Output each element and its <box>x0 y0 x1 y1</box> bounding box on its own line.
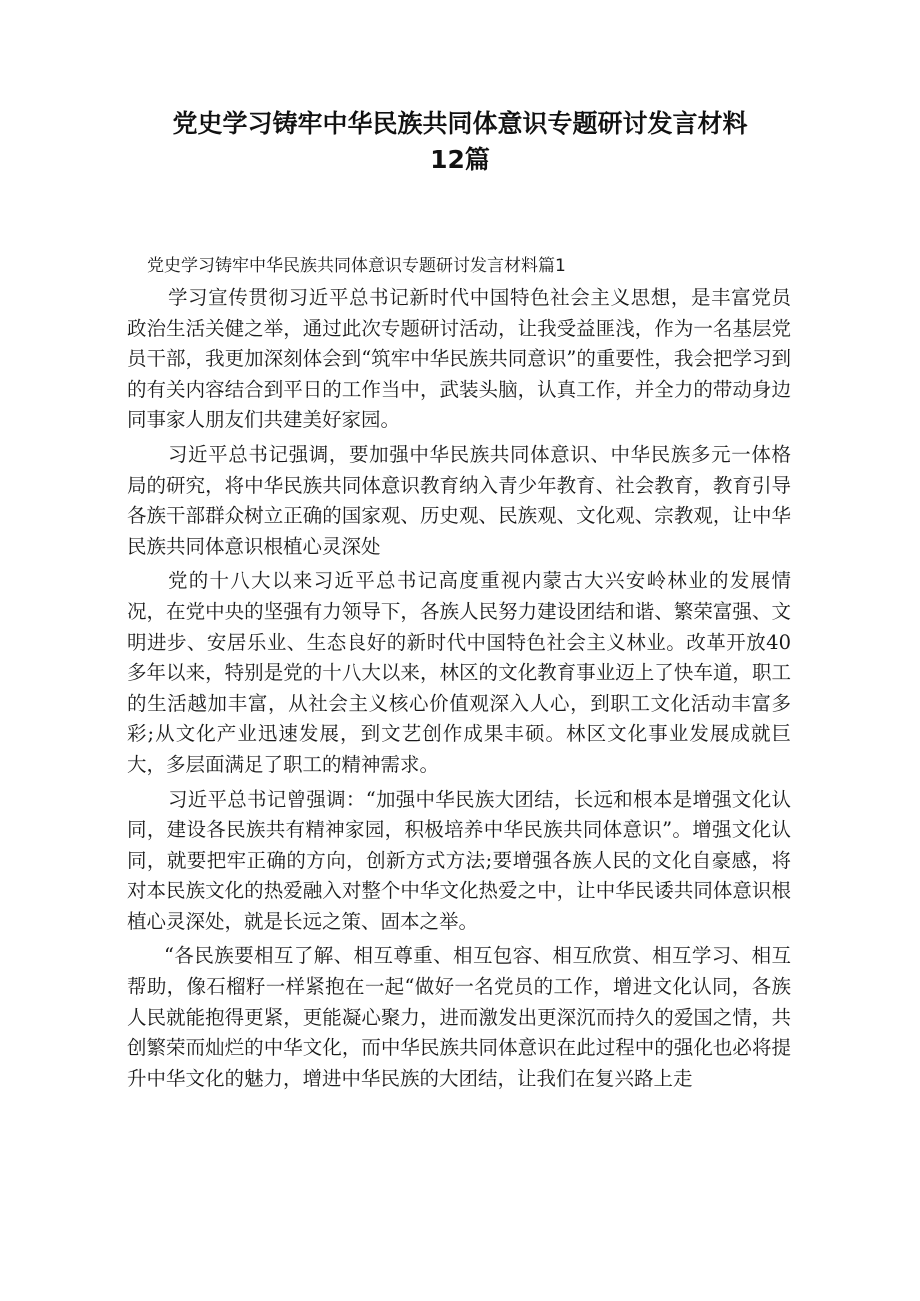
document-title-line-2: 12篇 <box>430 145 490 174</box>
section-heading: 党史学习铸牢中华民族共同体意识专题研讨发言材料篇1 <box>147 256 566 276</box>
body-paragraph-3: 党的十八大以来习近平总书记高度重视内蒙古大兴安岭林业的发展情况，在党中央的坚强有力领导下，各族人民努力建设团结和谐、繁荣富强、文明进步、安居乐业、生态良好的新时代中国特色社会主义林业。改革开放40多年以来，特别是党的十八大以来，林区的文化教育事业迈上了快车道，职工的生活越加丰富，从社会主义核心价值观深入人心，到职工文化活动丰富多彩;从文化产业迅速发展，到文艺创作成果丰硕。林区文化事业发展成就巨大，多层面满足了职工的精神需求。 <box>127 569 791 776</box>
document-body <box>127 283 791 1098</box>
body-paragraph-5: “各民族要相互了解、相互尊重、相互包容、相互欣赏、相互学习、相互帮助，像石榴籽一样紧抱在一起“做好一名党员的工作，增进文化认同，各族人民就能抱得更紧，更能凝心聚力，进而激发出更深沉而持久的爱国之情，共创繁荣而灿烂的中华文化，而中华民族共同体意识在此过程中的强化也必将提升中华文化的魅力，增进中华民族的大团结，让我们在复兴路上走 <box>127 944 791 1090</box>
body-paragraph-1: 学习宣传贯彻习近平总书记新时代中国特色社会主义思想，是丰富党员政治生活关健之举，通过此次专题研讨活动，让我受益匪浅，作为一名基层党员干部，我更加深刻体会到“筑牢中华民族共同意识”的重要性，我会把学习到的有关内容结合到平日的工作当中，武装头脑，认真工作，并全力的带动身边同事家人朋友们共建美好家园。 <box>127 286 791 432</box>
document-title-line-1: 党史学习铸牢中华民族共同体意识专题研讨发言材料 <box>172 109 748 138</box>
body-paragraph-4: 习近平总书记曾强调：“加强中华民族大团结，长远和根本是增强文化认同，建设各民族共有精神家园，积极培养中华民族共同体意识”。增强文化认同，就要把牢正确的方向，创新方式方法;要增强各族人民的文化自豪感，将对本民族文化的热爱融入对整个中华文化热爱之中，让中华民诿共同体意识根植心灵深处，就是长远之策、固本之举。 <box>127 787 791 933</box>
document-title <box>130 106 790 178</box>
body-paragraph-2: 习近平总书记强调，要加强中华民族共同体意识、中华民族多元一体格局的研究，将中华民族共同体意识教育纳入青少年教育、社会教育，教育引导各族干部群众树立正确的国家观、历史观、民族观、文化观、宗教观，让中华民族共同体意识根植心灵深处 <box>127 442 791 558</box>
